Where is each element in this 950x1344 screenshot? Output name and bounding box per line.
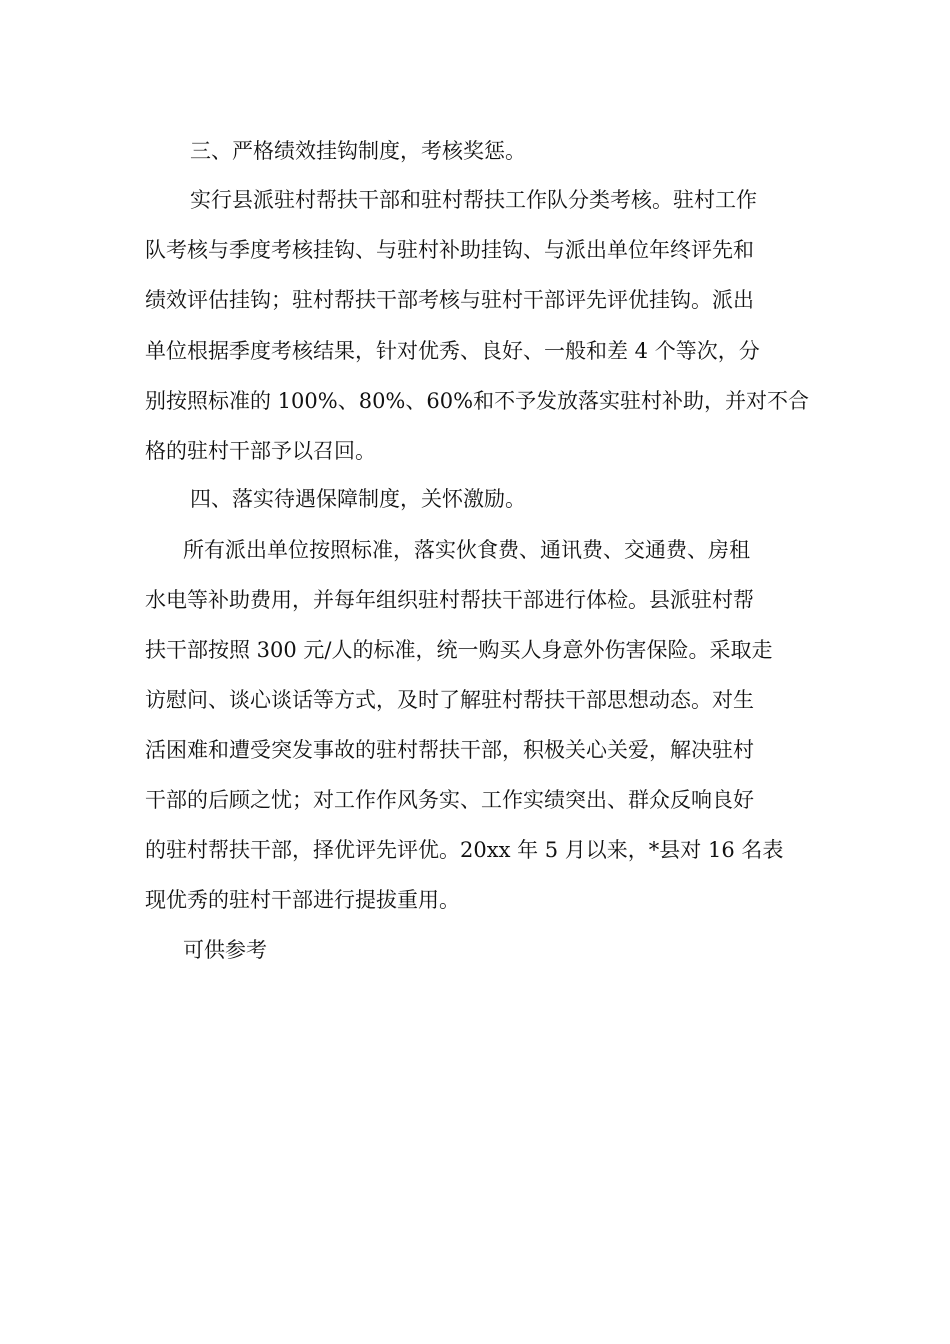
paragraph-line: 单位根据季度考核结果，针对优秀、良好、一般和差 4 个等次，分 bbox=[145, 339, 760, 363]
footer-note: 可供参考 bbox=[183, 938, 267, 962]
section3-heading: 三、严格绩效挂钩制度，考核奖惩。 bbox=[190, 139, 526, 163]
paragraph-line: 的驻村帮扶干部，择优评先评优。20xx 年 5 月以来，*县对 16 名表 bbox=[145, 838, 784, 862]
paragraph-line: 绩效评估挂钩；驻村帮扶干部考核与驻村干部评先评优挂钩。派出 bbox=[145, 288, 754, 312]
paragraph-line: 所有派出单位按照标准，落实伙食费、通讯费、交通费、房租 bbox=[183, 538, 750, 562]
paragraph-line: 队考核与季度考核挂钩、与驻村补助挂钩、与派出单位年终评先和 bbox=[145, 238, 754, 262]
paragraph-line: 现优秀的驻村干部进行提拔重用。 bbox=[145, 888, 460, 912]
section4-heading: 四、落实待遇保障制度，关怀激励。 bbox=[190, 487, 526, 511]
paragraph-line: 干部的后顾之忧；对工作作风务实、工作实绩突出、群众反响良好 bbox=[145, 788, 754, 812]
paragraph-line: 扶干部按照 300 元/人的标准，统一购买人身意外伤害保险。采取走 bbox=[145, 638, 773, 662]
paragraph-line: 别按照标准的 100%、80%、60%和不予发放落实驻村补助，并对不合 bbox=[145, 389, 810, 413]
paragraph-line: 水电等补助费用，并每年组织驻村帮扶干部进行体检。县派驻村帮 bbox=[145, 588, 754, 612]
paragraph-line: 格的驻村干部予以召回。 bbox=[145, 439, 376, 463]
paragraph-line: 活困难和遭受突发事故的驻村帮扶干部，积极关心关爱，解决驻村 bbox=[145, 738, 754, 762]
paragraph-line: 访慰问、谈心谈话等方式，及时了解驻村帮扶干部思想动态。对生 bbox=[145, 688, 754, 712]
paragraph-line: 实行县派驻村帮扶干部和驻村帮扶工作队分类考核。驻村工作 bbox=[190, 188, 757, 212]
